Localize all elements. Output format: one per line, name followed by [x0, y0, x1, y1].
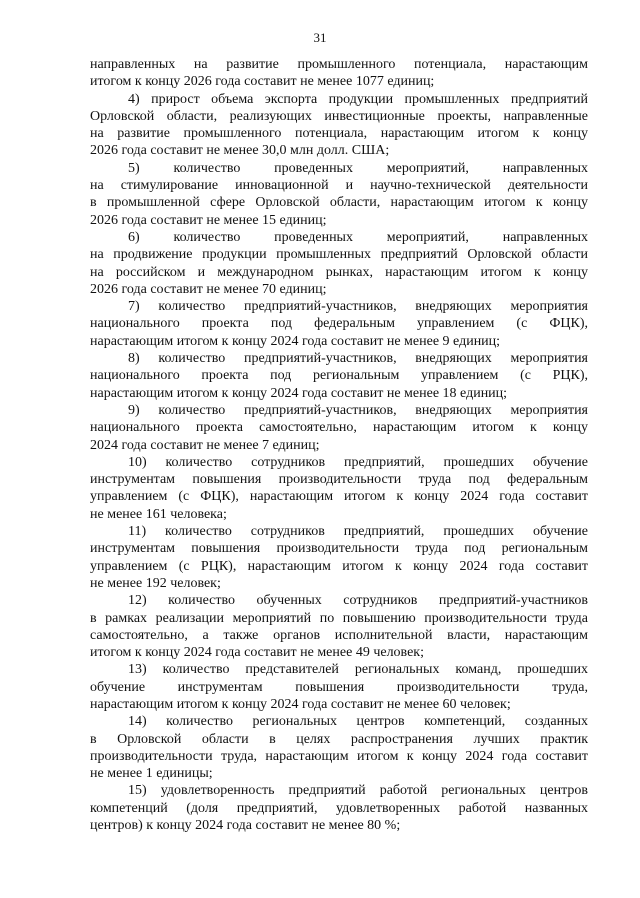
text-line: направленных на развитие промышленного потенциала, нарастающим [90, 57, 588, 72]
text-line: национального проекта под федеральным управлением (с ФЦК), [90, 316, 588, 332]
text-line: в промышленной сфере Орловской области, нарастающим итогом к концу [90, 195, 588, 211]
paragraph [90, 160, 588, 229]
text-line: Орловской области, реализующих инвестиционные проекты, направленные [90, 108, 588, 124]
text-line: не менее 192 человек; [90, 575, 221, 591]
paragraph [90, 592, 588, 661]
paragraph [90, 56, 588, 91]
text-line: национального проекта под региональным управлением (с РЦК), [90, 368, 588, 384]
text-line: 13) количество представителей региональных команд, прошедших [128, 662, 588, 678]
paragraph [90, 402, 588, 454]
text-line: 11) количество сотрудников предприятий, прошедших обучение [128, 524, 588, 540]
text-line: инструментам повышения производительности труда под федеральным [90, 472, 588, 488]
text-line: 14) количество региональных центров компетенций, созданных [128, 714, 588, 730]
text-line: инструментам повышения производительности труда под региональным [90, 541, 588, 557]
text-line: 2026 года составит не менее 30,0 млн долл. США; [90, 143, 390, 159]
text-line: на стимулирование инновационной и научно-технической деятельности [90, 178, 588, 194]
text-line: нарастающим итогом к концу 2024 года составит не менее 60 человек; [90, 696, 511, 712]
text-line: в рамках реализации мероприятий по повышению производительности труда [90, 610, 588, 626]
paragraph [90, 350, 588, 402]
text-line: национального проекта самостоятельно, нарастающим итогом к концу [90, 420, 588, 436]
text-line: 7) количество предприятий-участников, внедряющих мероприятия [128, 299, 588, 315]
text-line: 6) количество проведенных мероприятий, направленных [128, 229, 588, 245]
text-line: итогом к концу 2024 года составит не менее 49 человек; [90, 645, 424, 661]
text-line: управлением (с ФЦК), нарастающим итогом к концу 2024 года составит [90, 489, 588, 505]
text-line: не менее 161 человека; [90, 506, 227, 522]
text-line: нарастающим итогом к концу 2024 года составит не менее 18 единиц; [90, 385, 508, 401]
text-line: нарастающим итогом к концу 2024 года составит не менее 9 единиц; [90, 333, 501, 349]
text-line: 9) количество предприятий-участников, внедряющих мероприятия [128, 402, 588, 418]
text-line: не менее 1 единицы; [90, 766, 213, 782]
text-line: 4) прирост объема экспорта продукции промышленных предприятий [128, 91, 588, 107]
text-line: центров) к концу 2024 года составит не менее 80 %; [90, 818, 401, 834]
text-line: на российском и международном рынках, нарастающим итогом к концу [90, 264, 588, 280]
paragraph [90, 523, 588, 592]
text-line: обучение инструментам повышения производительности труда, [90, 679, 588, 695]
text-line: компетенций (доля предприятий, удовлетворенных работой названных [90, 800, 588, 816]
paragraph [90, 454, 588, 523]
text-line: итогом к концу 2026 года составит не менее 1077 единиц; [90, 74, 435, 90]
paragraph [90, 782, 588, 834]
text-line: 15) удовлетворенность предприятий работой региональных центров [128, 783, 588, 799]
text-line: 2024 года составит не менее 7 единиц; [90, 437, 320, 453]
text-line: управлением (с РЦК), нарастающим итогом к концу 2024 года составит [90, 558, 588, 574]
paragraph [90, 229, 588, 298]
paragraph [90, 91, 588, 160]
text-line: 2026 года составит не менее 70 единиц; [90, 281, 327, 297]
text-line: на развитие промышленного потенциала, нарастающим итогом к концу [90, 126, 588, 142]
paragraph [90, 661, 588, 713]
text-line: 5) количество проведенных мероприятий, направленных [128, 160, 588, 176]
paragraph [90, 298, 588, 350]
text-line: в Орловской области в целях распространения лучших практик [90, 731, 588, 747]
paragraph [90, 713, 588, 782]
text-line: 2026 года составит не менее 15 единиц; [90, 212, 327, 228]
text-line: производительности труда, нарастающим итогом к концу 2024 года составит [90, 748, 588, 764]
page-number: 31 [313, 30, 327, 45]
text-line: на продвижение продукции промышленных предприятий Орловской области [90, 247, 588, 263]
text-line: 8) количество предприятий-участников, внедряющих мероприятия [128, 351, 588, 367]
text-line: 10) количество сотрудников предприятий, прошедших обучение [128, 454, 588, 470]
document-body [90, 56, 588, 834]
text-line: самостоятельно, а также органов исполнительной власти, нарастающим [90, 627, 588, 643]
text-line: 12) количество обученных сотрудников предприятий-участников [128, 593, 588, 609]
